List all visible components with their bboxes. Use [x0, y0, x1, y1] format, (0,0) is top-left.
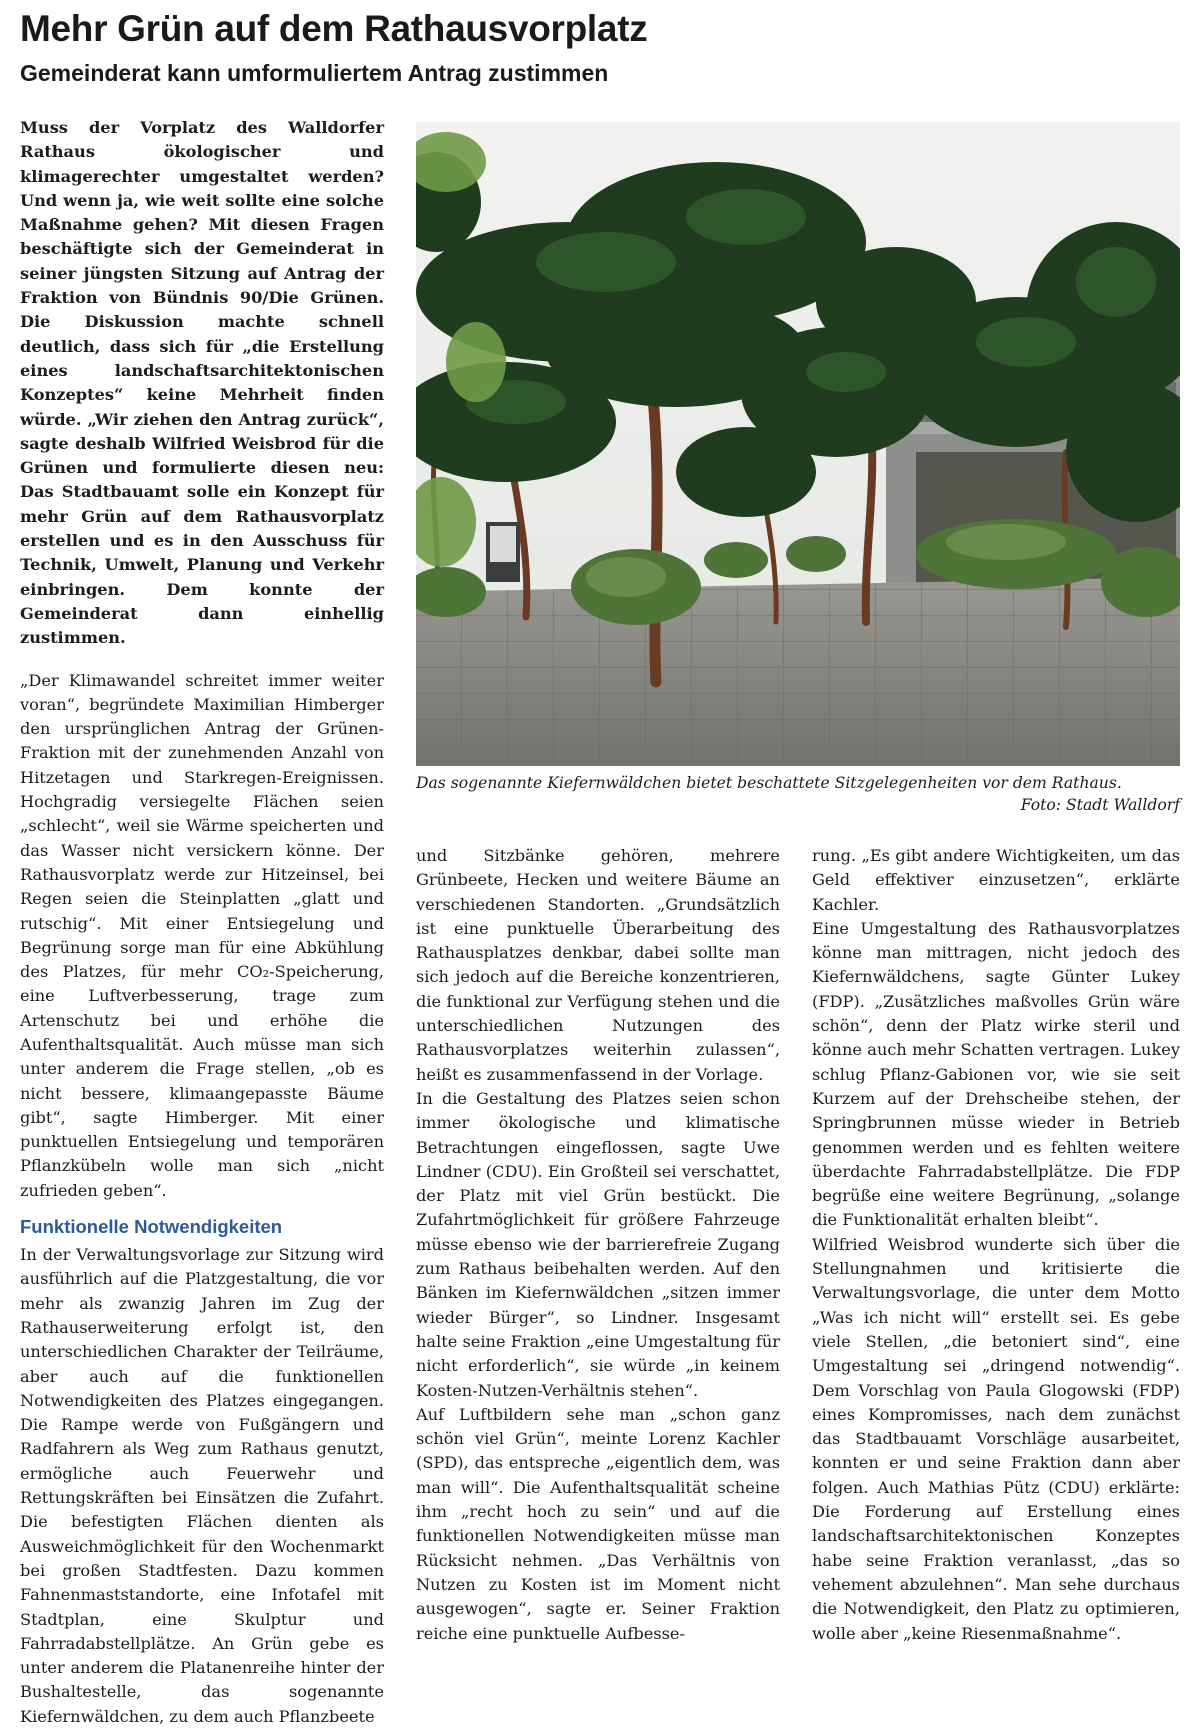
section-heading: Funktionelle Notwendigkeiten: [20, 1216, 283, 1238]
article-photo: [416, 122, 1180, 766]
photo-credit: Foto: Stadt Walldorf: [1020, 796, 1180, 814]
pine-grove-photo: [416, 122, 1180, 766]
body-paragraph: Eine Umgestaltung des Rathausvorplatzes könne man mittragen, nicht jedoch des Kiefernwäldchens, sagte Günter Lukey (FDP). „Zusätzliches maßvolles Grün wäre schön“, denn der Platz wirke steril und könne auch mehr Schatten vertragen. Lukey schlug Pflanz-Gabionen vor, wie sie seit Kurzem auf der Drehscheibe stehen, der Springbrunnen müsse wieder in Betrieb genommen werden und es fehlten weitere überdachte Fahrradabstellplätze. Die FDP begrüße eine weitere Begrünung, „solange die Funktionalität erhalten bleibt“.: [812, 918, 1180, 1230]
body-paragraph: „Der Klimawandel schreitet immer weiter voran“, begründete Maximilian Himberger den ursprünglichen Antrag der Grünen-Fraktion mit der zunehmenden Anzahl von Hitzetagen und Starkregen-Ereignissen. Hochgradig versiegelte Flächen seien „schlecht“, weil sie Wärme speicherten und das Wasser nicht versickern könne. Der Rathausvorplatz werde zur Hitzeinsel, bei Regen seien die Steinplatten „glatt und rutschig“. Mit einer Entsiegelung und Begrünung sorge man für eine Abkühlung des Platzes, für mehr CO₂-Speicherung, eine Luftverbesserung, trage zum Artenschutz bei und erhöhe die Aufenthaltsqualität. Auch müsse man sich unter anderem die Frage stellen, „ob es nicht bessere, klimaangepasste Bäume gibt“, sagte Himberger. Mit einer punktuellen Entsiegelung und temporären Pflanzkübeln wolle man sich „nicht zufrieden geben“.: [20, 670, 384, 1200]
body-paragraph: rung. „Es gibt andere Wichtigkeiten, um das Geld effektiver einzusetzen“, erklärte Kachler.: [812, 846, 1180, 914]
lead-paragraph: Muss der Vorplatz des Walldorfer Rathaus ökologischer und klimagerechter umgestaltet werden? Und wenn ja, wie weit sollte eine solche Maßnahme gehen? Mit diesen Fragen beschäftigte sich der Gemeinderat in seiner jüngsten Sitzung auf Antrag der Fraktion von Bündnis 90/Die Grünen. Die Diskussion machte schnell deutlich, dass sich für „die Erstellung eines landschaftsarchitektonischen Konzeptes“ keine Mehrheit finden würde. „Wir ziehen den Antrag zurück“, sagte deshalb Wilfried Weisbrod für die Grünen und formulierte diesen neu: Das Stadtbauamt solle ein Konzept für mehr Grün auf dem Rathausvorplatz erstellen und es in den Ausschuss für Technik, Umwelt, Planung und Verkehr einbringen. Dem konnte der Gemeinderat dann einhellig zustimmen.: [20, 118, 384, 648]
body-paragraph: In der Verwaltungsvorlage zur Sitzung wird ausführlich auf die Platzgestaltung, die vor mehr als zwanzig Jahren im Zug der Rathauserweiterung erfolgt ist, den unterschiedlichen Charakter der Teilräume, aber auch auf die funktionellen Notwendigkeiten des Platzes eingegangen. Die Rampe werde von Fußgängern und Radfahrern als Weg zum Rathaus genutzt, ermögliche auch Feuerwehr und Rettungskräften bei Einsätzen die Zufahrt. Die befestigten Flächen dienten als Ausweichmöglichkeit für den Wochenmarkt bei großen Stadtfesten. Dazu kommen Fahnenmaststandorte, eine Infotafel mit Stadtplan, eine Skulptur und Fahrradabstellplätze. An Grün gebe es unter anderem die Platanenreihe hinter der Bushaltestelle, das sogenannte Kiefernwäldchen, zu dem auch Pflanzbeete: [20, 1245, 384, 1726]
text-column-1: [20, 116, 384, 1729]
photo-caption: Das sogenannte Kiefernwäldchen bietet beschattete Sitzgelegenheiten vor dem Rathaus.: [416, 774, 1122, 792]
article-subheadline: Gemeinderat kann umformuliertem Antrag zustimmen: [20, 60, 609, 86]
body-paragraph: und Sitzbänke gehören, mehrere Grünbeete, Hecken und weitere Bäume an verschiedenen Standorten. „Grundsätzlich ist eine punktuelle Überarbeitung des Rathausplatzes denkbar, dabei sollte man sich jedoch auf die Bereiche konzentrieren, die funktional zur Verfügung stehen und die unterschiedlichen Nutzungen des Rathausvorplatzes weiterhin zulassen“, heißt es zusammenfassend in der Vorlage.: [416, 846, 780, 1084]
text-column-2: [416, 844, 780, 1646]
photo-caption-block: [416, 772, 1180, 816]
article-headline: Mehr Grün auf dem Rathausvorplatz: [20, 8, 648, 49]
body-paragraph: Wilfried Weisbrod wunderte sich über die Stellungnahmen und kritisierte die Verwaltungsvorlage, die unter dem Motto „Was ich nicht will“ erstellt sei. Es gebe viele Stellen, „die betoniert sind“, eine Umgestaltung sei „dringend notwendig“. Dem Vorschlag von Paula Glogowski (FDP) eines Kompromisses, nach dem zunächst das Stadtbauamt Vorschläge ausarbeitet, konnten er und seine Fraktion dann aber folgen. Auch Mathias Pütz (CDU) erklärte: Die Forderung auf Erstellung eines landschaftsarchitektonischen Konzeptes habe seine Fraktion veranlasst, „das so vehement abzulehnen“. Man sehe durchaus die Notwendigkeit, den Platz zu optimieren, wolle aber „keine Riesenmaßnahme“.: [812, 1234, 1180, 1643]
text-column-3: [812, 844, 1180, 1646]
body-paragraph: In die Gestaltung des Platzes seien schon immer ökologische und klimatische Betrachtungen eingeflossen, sagte Uwe Lindner (CDU). Ein Großteil sei verschattet, der Platz mit viel Grün bestückt. Die Zufahrtmöglichkeit für größere Fahrzeuge müsse ebenso wie der barrierefreie Zugang zum Rathaus beibehalten werden. Auf den Bänken im Kiefernwäldchen „sitzen immer wieder Bürger“, so Lindner. Insgesamt halte seine Fraktion „eine Umgestaltung für nicht erforderlich“, sie würde „in keinem Kosten-Nutzen-Verhältnis stehen“.: [416, 1088, 781, 1400]
body-paragraph: Auf Luftbildern sehe man „schon ganz schön viel Grün“, meinte Lorenz Kachler (SPD), das entspreche „eigentlich dem, was man will“. Die Aufenthaltsqualität scheine ihm „recht hoch zu sein“ und auf die funktionellen Notwendigkeiten müsse man Rücksicht nehmen. „Das Verhältnis von Nutzen zu Kosten ist im Moment nicht ausgewogen“, sagte er. Seiner Fraktion reiche eine punktuelle Aufbesse-: [416, 1404, 780, 1643]
